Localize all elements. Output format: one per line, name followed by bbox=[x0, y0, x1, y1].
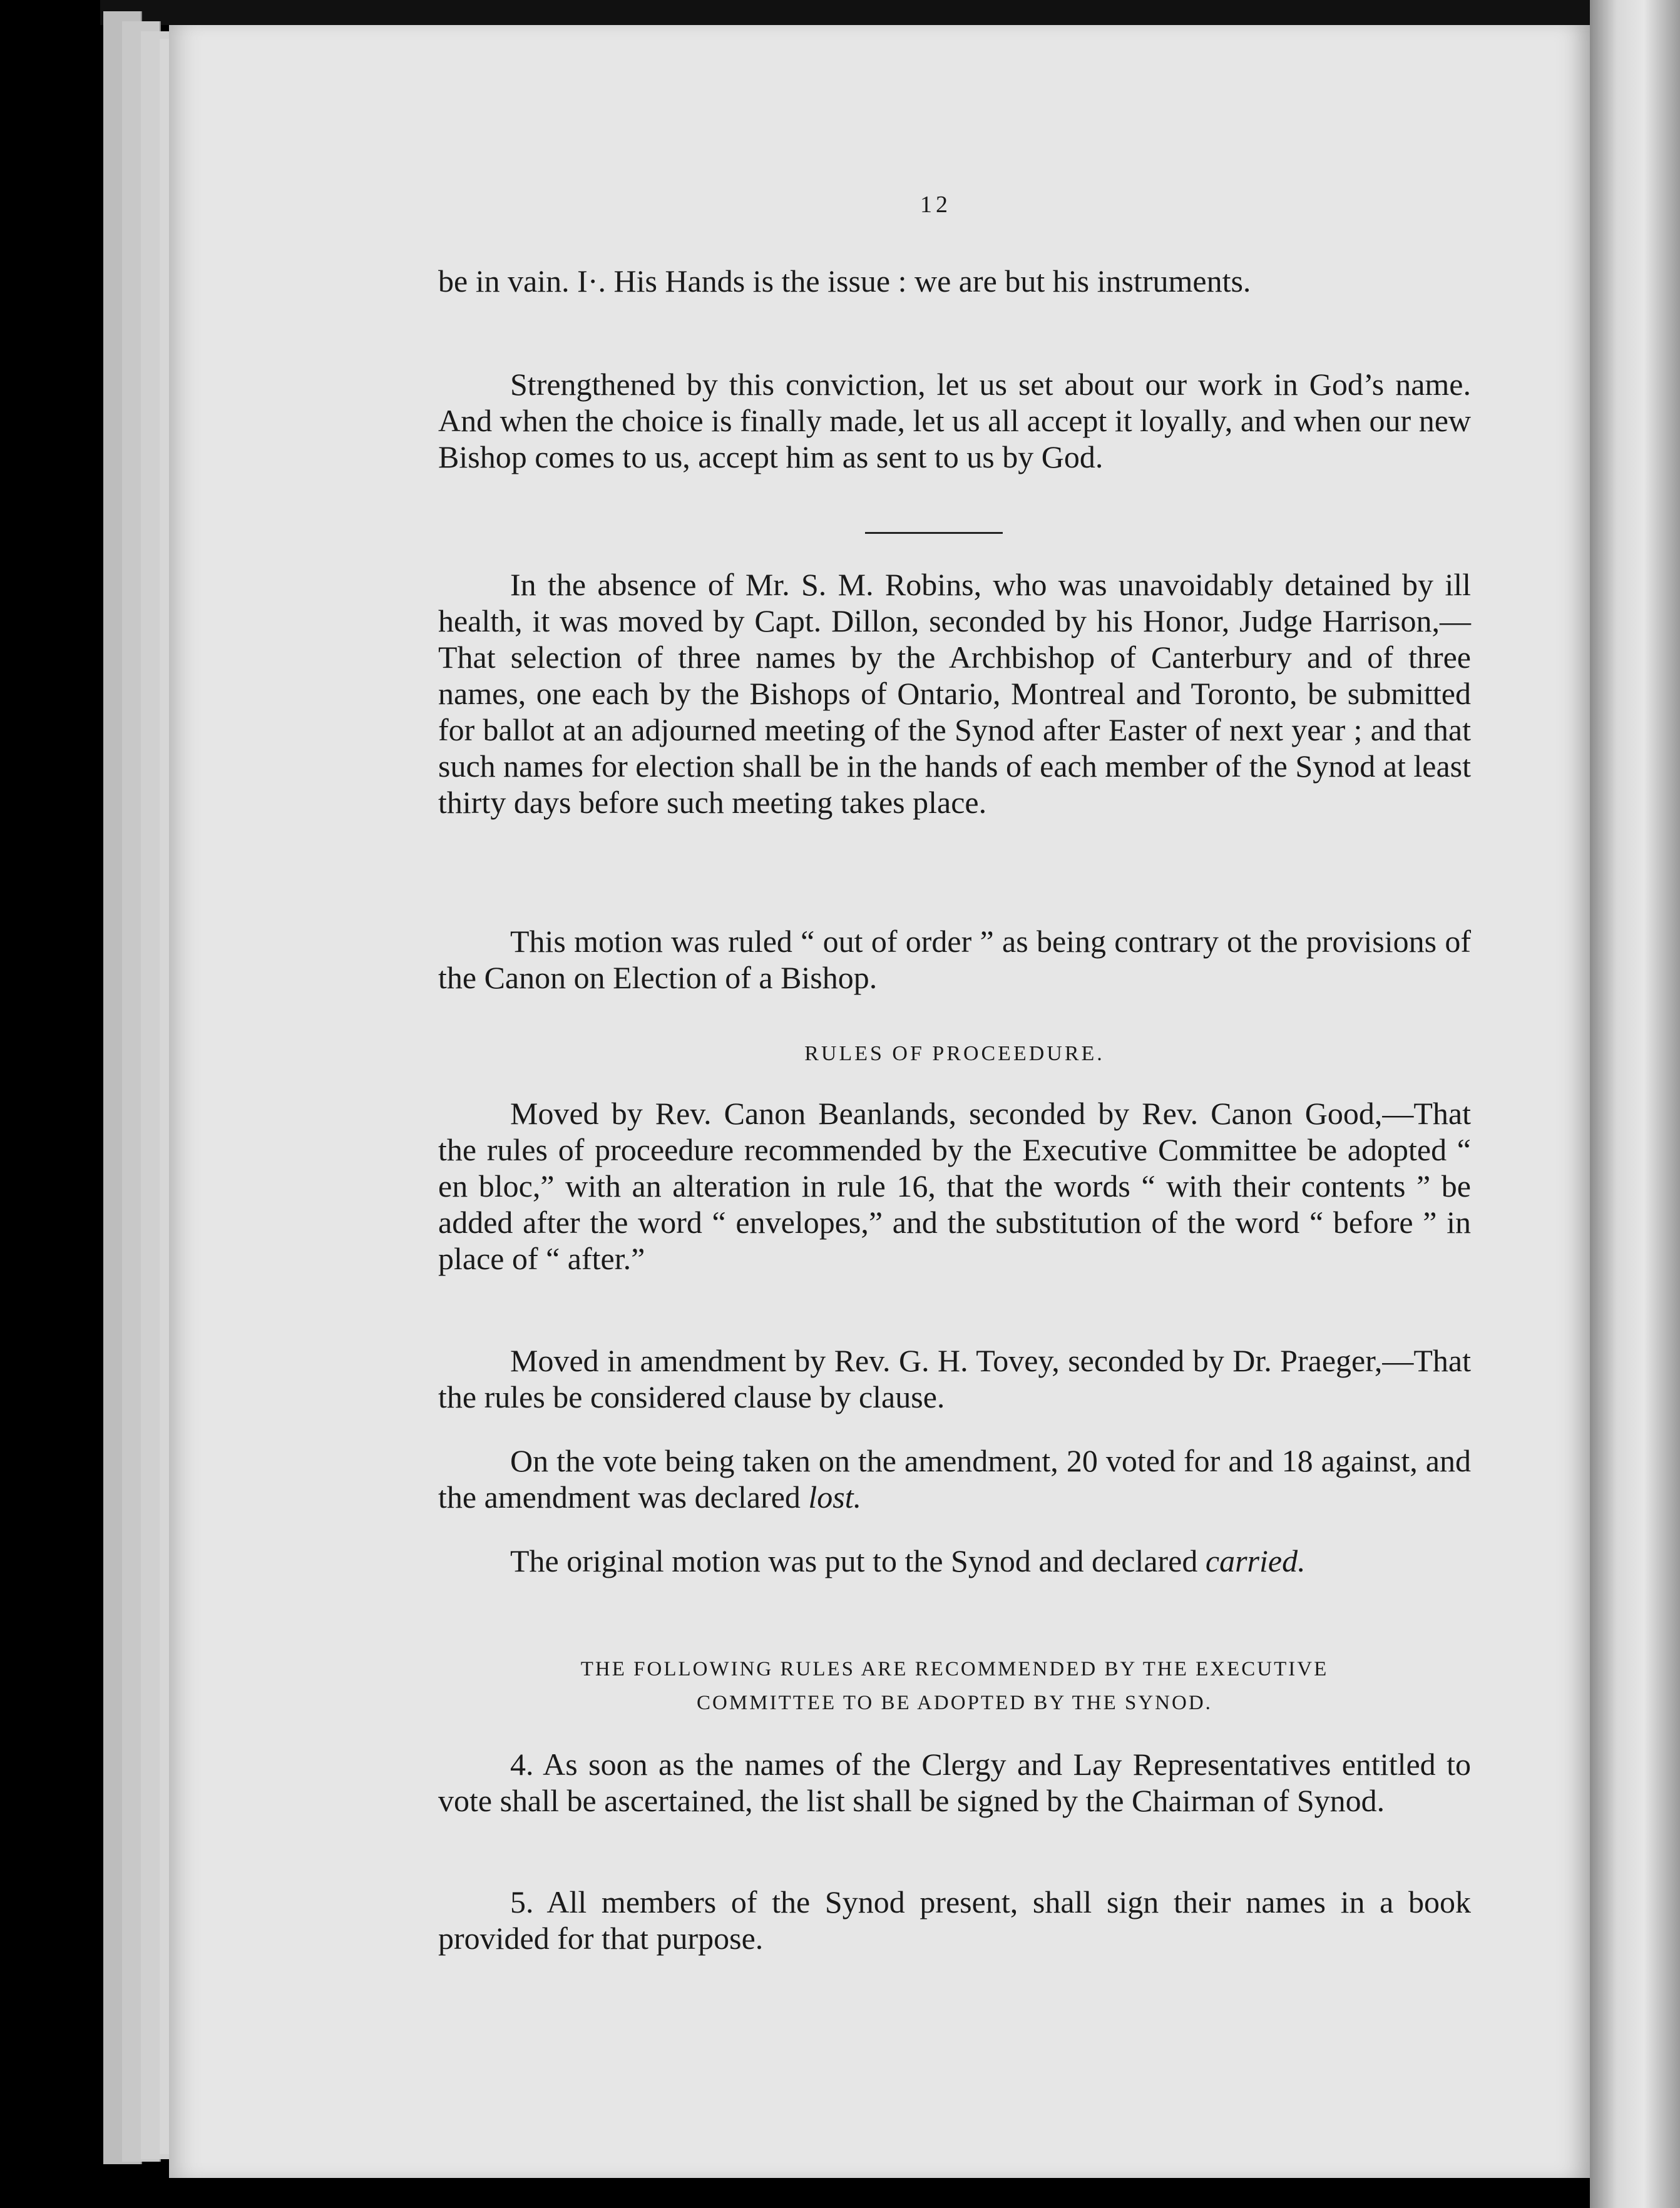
paragraph-amendment-vote bbox=[438, 1443, 1471, 1515]
vote-text: On the vote being taken on the amendment, 20 voted for and 18 against, and the amendment was declared bbox=[438, 1443, 1471, 1515]
heading-following-rules-line1: THE FOLLOWING RULES ARE RECOMMENDED BY THE EXECUTIVE bbox=[580, 1658, 1329, 1680]
motion-text: The original motion was put to the Synod and declared bbox=[510, 1543, 1206, 1578]
heading-rules-of-proceedure: RULES OF PROCEEDURE. bbox=[804, 1042, 1105, 1065]
vote-result: lost. bbox=[808, 1480, 862, 1515]
paragraph-absence-motion: In the absence of Mr. S. M. Robins, who was unavoidably detained by ill health, it was moved by Capt. Dillon, seconded by his Honor, Judge Harrison,—That selection of three names by the Archbishop of Canterbury and of three names, one each by the Bishops of Ontario, Montreal and Toronto, be submitted for ballot at an adjourned meeting of the Synod after Easter of next year ; and that such names for election shall be in the hands of each member of the Synod at least thirty days before such meeting takes place. bbox=[438, 567, 1471, 820]
paragraph-beanlands-motion: Moved by Rev. Canon Beanlands, seconded by Rev. Canon Good,—That the rules of proceedure recommended by the Executive Committee be adopted “ en bloc,” with an alteration in rule 16, that the words “ with their contents ” be added after the word “ envelopes,” and the substitution of the word “ before ” in place of “ after.” bbox=[438, 1096, 1471, 1276]
rule-4: 4. As soon as the names of the Clergy and Lay Representatives entitled to vote shall be ascertained, the list shall be signed by the Chairman of Synod. bbox=[438, 1747, 1471, 1818]
facing-page-edge bbox=[1590, 0, 1680, 2208]
paragraph-continuation: be in vain. I·. His Hands is the issue : we are but his instruments. bbox=[438, 263, 1251, 299]
motion-result: carried. bbox=[1205, 1543, 1306, 1578]
paragraph-tovey-amendment: Moved in amendment by Rev. G. H. Tovey, seconded by Dr. Praeger,—That the rules be considered clause by clause. bbox=[438, 1343, 1471, 1414]
page-number: 12 bbox=[920, 192, 951, 218]
heading-following-rules-line2: COMMITTEE TO BE ADOPTED BY THE SYNOD. bbox=[697, 1692, 1212, 1714]
scan-border-top bbox=[100, 0, 1602, 25]
paragraph-ruled-out-of-order: This motion was ruled “ out of order ” as being contrary ot the provisions of the Canon on Election of a Bishop. bbox=[438, 924, 1471, 995]
section-divider bbox=[865, 532, 1003, 534]
paragraph-original-motion bbox=[438, 1543, 1471, 1579]
rule-5: 5. All members of the Synod present, shall sign their names in a book provided for that purpose. bbox=[438, 1884, 1471, 1956]
paragraph-strengthened: Strengthened by this conviction, let us set about our work in God’s name. And when the choice is finally made, let us all accept it loyally, and when our new Bishop comes to us, accept him as sent to us by God. bbox=[438, 367, 1471, 474]
